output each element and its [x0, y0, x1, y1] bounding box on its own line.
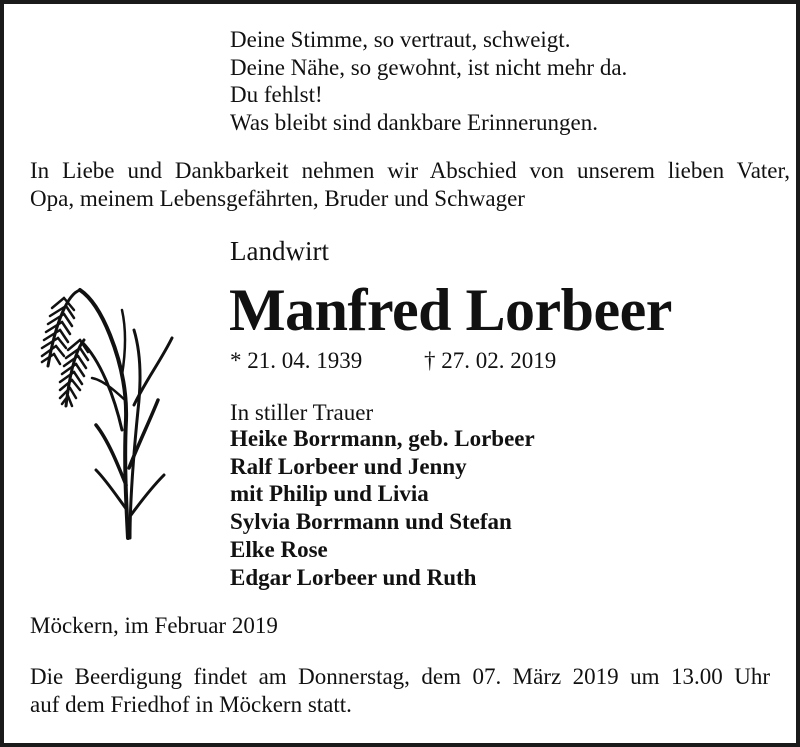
- mourners-list: [230, 425, 535, 591]
- mourner-line: mit Philip und Livia: [230, 481, 429, 507]
- poem-line: Was bleibt sind dankbare Erinnerungen.: [230, 109, 598, 135]
- intro-line: Opa, meinem Lebensgefährten, Bruder und Schwager: [30, 186, 525, 211]
- death-date: † 27. 02. 2019: [424, 348, 557, 373]
- intro-text: [30, 157, 790, 213]
- poem-line: Deine Stimme, so vertraut, schweigt.: [230, 27, 571, 52]
- funeral-line: Die Beerdigung findet am Donnerstag, dem 07. März 2019 um 13.00 Uhr: [30, 664, 770, 689]
- intro-line: In Liebe und Dankbarkeit nehmen wir Abschied von unserem lieben Vater,: [30, 158, 790, 183]
- birth-date: * 21. 04. 1939: [230, 348, 363, 373]
- place-date: Möckern, im Februar 2019: [30, 613, 278, 638]
- mourner-line: Ralf Lorbeer und Jenny: [230, 453, 467, 479]
- deceased-name: Manfred Lorbeer: [229, 277, 672, 343]
- funeral-notice: [30, 663, 770, 719]
- poem: [230, 26, 627, 136]
- occupation: Landwirt: [230, 236, 329, 266]
- mourner-line: Elke Rose: [230, 536, 328, 562]
- mourner-line: Edgar Lorbeer und Ruth: [230, 564, 477, 590]
- poem-line: Deine Nähe, so gewohnt, ist nicht mehr da.: [230, 54, 628, 80]
- poem-line: Du fehlst!: [230, 82, 323, 107]
- wheat-stalks-icon: [30, 280, 180, 545]
- funeral-line: auf dem Friedhof in Möckern statt.: [30, 692, 352, 717]
- grief-heading: In stiller Trauer: [230, 400, 374, 425]
- mourner-line: Sylvia Borrmann und Stefan: [230, 509, 512, 535]
- mourner-line: Heike Borrmann, geb. Lorbeer: [230, 426, 535, 451]
